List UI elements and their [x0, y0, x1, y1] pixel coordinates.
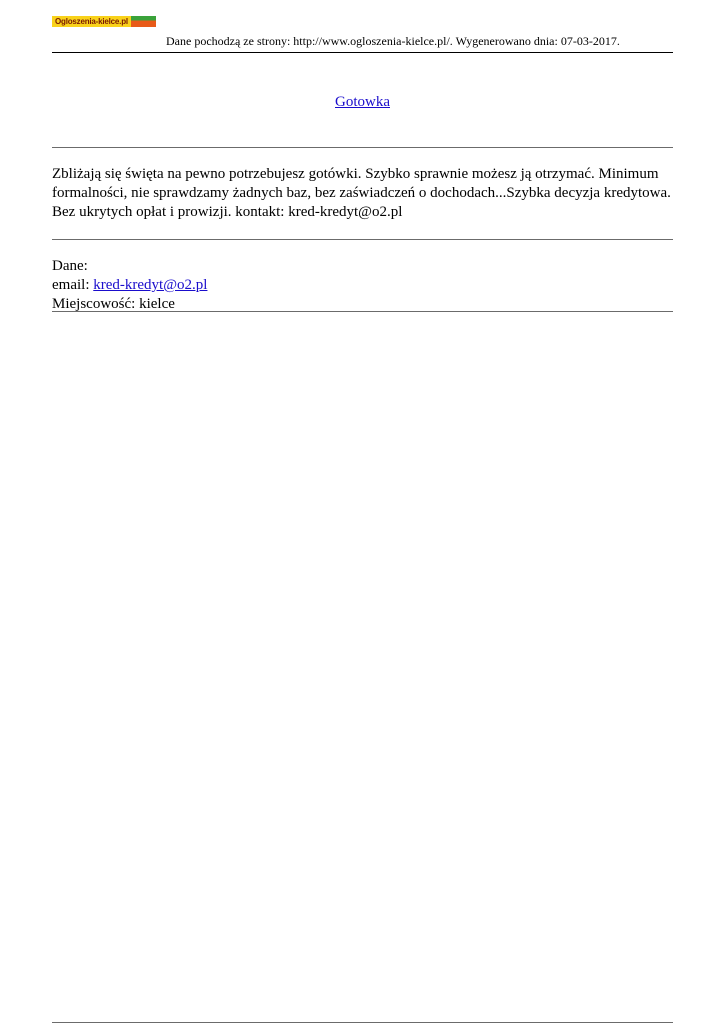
email-label: email: — [52, 277, 94, 293]
header-divider — [52, 52, 673, 53]
location-value: kielce — [139, 296, 175, 312]
details-divider — [52, 311, 673, 312]
site-logo — [52, 16, 156, 27]
email-link[interactable]: kred-kredyt@o2.pl — [93, 277, 208, 293]
description-divider — [52, 239, 673, 240]
title-divider — [52, 147, 673, 148]
site-logo-text: Ogloszenia-kielce.pl — [52, 16, 131, 27]
listing-description: Zbliżają się święta na pewno potrzebujesz gotówki. Szybko sprawnie możesz ją otrzymać. Minimum formalności, nie sprawdzamy żadnych baz, bez zaświadczeń o dochodach...Szybka decyzja kredytowa. Bez ukrytych opłat i prowizji. kontakt: kred-kredyt@o2.pl — [52, 166, 671, 220]
contact-details — [52, 257, 207, 314]
location-label: Miejscowość: — [52, 296, 140, 312]
site-logo-stripe — [131, 16, 156, 27]
details-heading: Dane: — [52, 258, 88, 274]
listing-title-link[interactable]: Gotowka — [335, 94, 390, 110]
email-row — [52, 276, 207, 295]
source-line: Dane pochodzą ze strony: http://www.ogloszenia-kielce.pl/. Wygenerowano dnia: 07-03-2017. — [166, 34, 620, 48]
footer-divider — [52, 1022, 673, 1023]
